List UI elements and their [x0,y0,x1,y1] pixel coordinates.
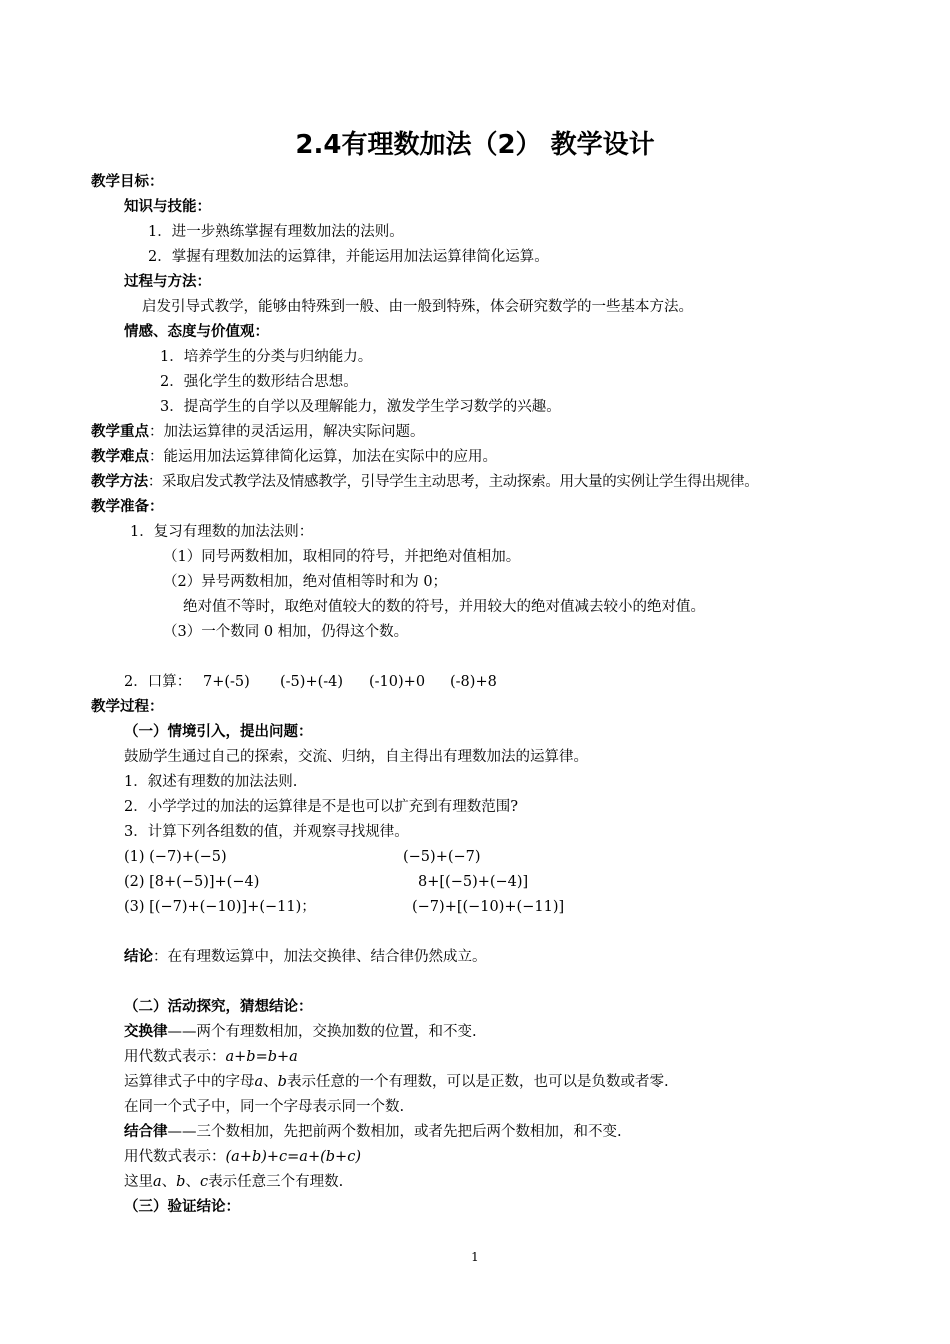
three-suffix: 表示任意三个有理数. [208,1174,344,1190]
commutative-formula-line [124,1048,298,1066]
commutative-law [124,1023,477,1041]
page-title: 2.4有理数加法（2） 教学设计 [295,130,655,160]
rule-1: （1）同号两数相加，取相同的符号，并把绝对值相加。 [163,549,521,565]
exercise-1-right: (−5)+(−7) [403,849,481,865]
process-heading: 教学过程： [91,698,164,715]
letters-text-b: 、 [263,1074,278,1090]
oral-item-2: (-5)+(-4) [280,674,344,690]
oral-item-4: (-8)+8 [450,674,497,690]
conclusion-text: ：在有理数运算中，加法交换律、结合律仍然成立。 [153,949,487,965]
part3-heading: （三）验证结论： [124,1198,240,1215]
knowledge-heading: 知识与技能： [124,198,211,215]
three-numbers-note: 这里a、b、c表示任意三个有理数. [124,1174,344,1190]
page-number: 1 [471,1250,479,1264]
same-letter-note: 在同一个式子中，同一个字母表示同一个数. [124,1099,405,1115]
conclusion-label: 结论 [124,948,153,965]
oral-label: 2．口算： [124,674,192,690]
three-sep-2: 、 [185,1174,200,1190]
process-method-heading: 过程与方法： [124,273,211,290]
part1-heading: （一）情境引入，提出问题： [124,723,313,740]
method-text: ：采取启发式教学法及情感教学，引导学生主动思考，主动探索。用大量的实例让学生得出规律。 [147,474,759,490]
algebra-prefix: 用代数式表示： [124,1049,226,1065]
exercise-1-left: (1) (−7)+(−5) [124,849,227,865]
key-point-label: 教学重点 [91,423,149,440]
emotion-item-3: 3．提高学生的自学以及理解能力，激发学生学习数学的兴趣。 [160,399,561,415]
associative-text: ——三个数相加，先把前两个数相加，或者先把后两个数相加，和不变. [167,1124,622,1140]
preparation-heading: 教学准备： [91,498,164,515]
key-point-text: ：加法运算律的灵活运用，解决实际问题。 [149,424,425,440]
oral-item-3: (-10)+0 [369,674,426,690]
oral-item-1: 7+(-5) [203,674,250,690]
method [91,473,758,491]
part2-heading: （二）活动探究，猜想结论： [124,998,313,1015]
commutative-label: 交换律 [124,1023,168,1040]
knowledge-item-2: 2．掌握有理数加法的运算律，并能运用加法运算律简化运算。 [148,249,549,265]
letters-text-a: 运算律式子中的字母 [124,1074,255,1090]
conclusion [124,948,487,966]
rule-2-cont: 绝对值不等时，取绝对值较大的数的符号，并用较大的绝对值减去较小的绝对值。 [183,599,705,615]
three-sep-1: 、 [161,1174,177,1190]
method-label: 教学方法 [91,473,148,490]
three-prefix: 这里 [124,1174,153,1190]
letters-text-c: 表示任意的一个有理数，可以是正数，也可以是负数或者零. [286,1074,669,1090]
objectives-heading: 教学目标： [91,173,164,190]
key-point [91,423,425,441]
question-3: 3．计算下列各组数的值，并观察寻找规律。 [124,824,409,840]
commutative-text: ——两个有理数相加，交换加数的位置，和不变. [167,1024,477,1040]
emotion-item-1: 1．培养学生的分类与归纳能力。 [160,349,373,365]
exercise-2-right: 8+[(−5)+(−4)] [418,874,529,890]
commutative-formula: a+b=b+a [225,1049,298,1065]
preparation-item-1: 1．复习有理数的加法法则： [130,524,314,540]
associative-formula-line [124,1148,361,1166]
part1-intro: 鼓励学生通过自己的探索，交流、归纳，自主得出有理数加法的运算律。 [124,749,588,765]
emotion-heading: 情感、态度与价值观： [124,323,269,340]
associative-label: 结合律 [124,1123,168,1140]
question-1: 1．叙述有理数的加法法则. [124,774,298,790]
question-2: 2．小学学过的加法的运算律是不是也可以扩充到有理数范围? [124,799,518,815]
difficulty [91,448,497,466]
associative-law [124,1123,622,1141]
algebra-prefix-2: 用代数式表示： [124,1149,226,1165]
emotion-item-2: 2．强化学生的数形结合思想。 [160,374,358,390]
knowledge-item-1: 1．进一步熟练掌握有理数加法的法则。 [148,224,404,240]
rule-2: （2）异号两数相加，绝对值相等时和为 0； [163,574,448,590]
exercise-3-right: (−7)+[(−10)+(−11)] [412,899,565,915]
process-method-text: 启发引导式教学，能够由特殊到一般、由一般到特殊，体会研究数学的一些基本方法。 [142,299,693,315]
associative-formula: (a+b)+c=a+(b+c) [225,1149,361,1165]
letters-explanation: 运算律式子中的字母a、b表示任意的一个有理数，可以是正数，也可以是负数或者零. [124,1074,669,1090]
exercise-3-left: (3) [(−7)+(−10)]+(−11)； [124,899,316,915]
rule-3: （3）一个数同 0 相加，仍得这个数。 [163,624,409,640]
difficulty-text: ：能运用加法运算律简化运算，加法在实际中的应用。 [149,449,497,465]
difficulty-label: 教学难点 [91,448,149,465]
exercise-2-left: (2) [8+(−5)]+(−4) [124,874,260,890]
